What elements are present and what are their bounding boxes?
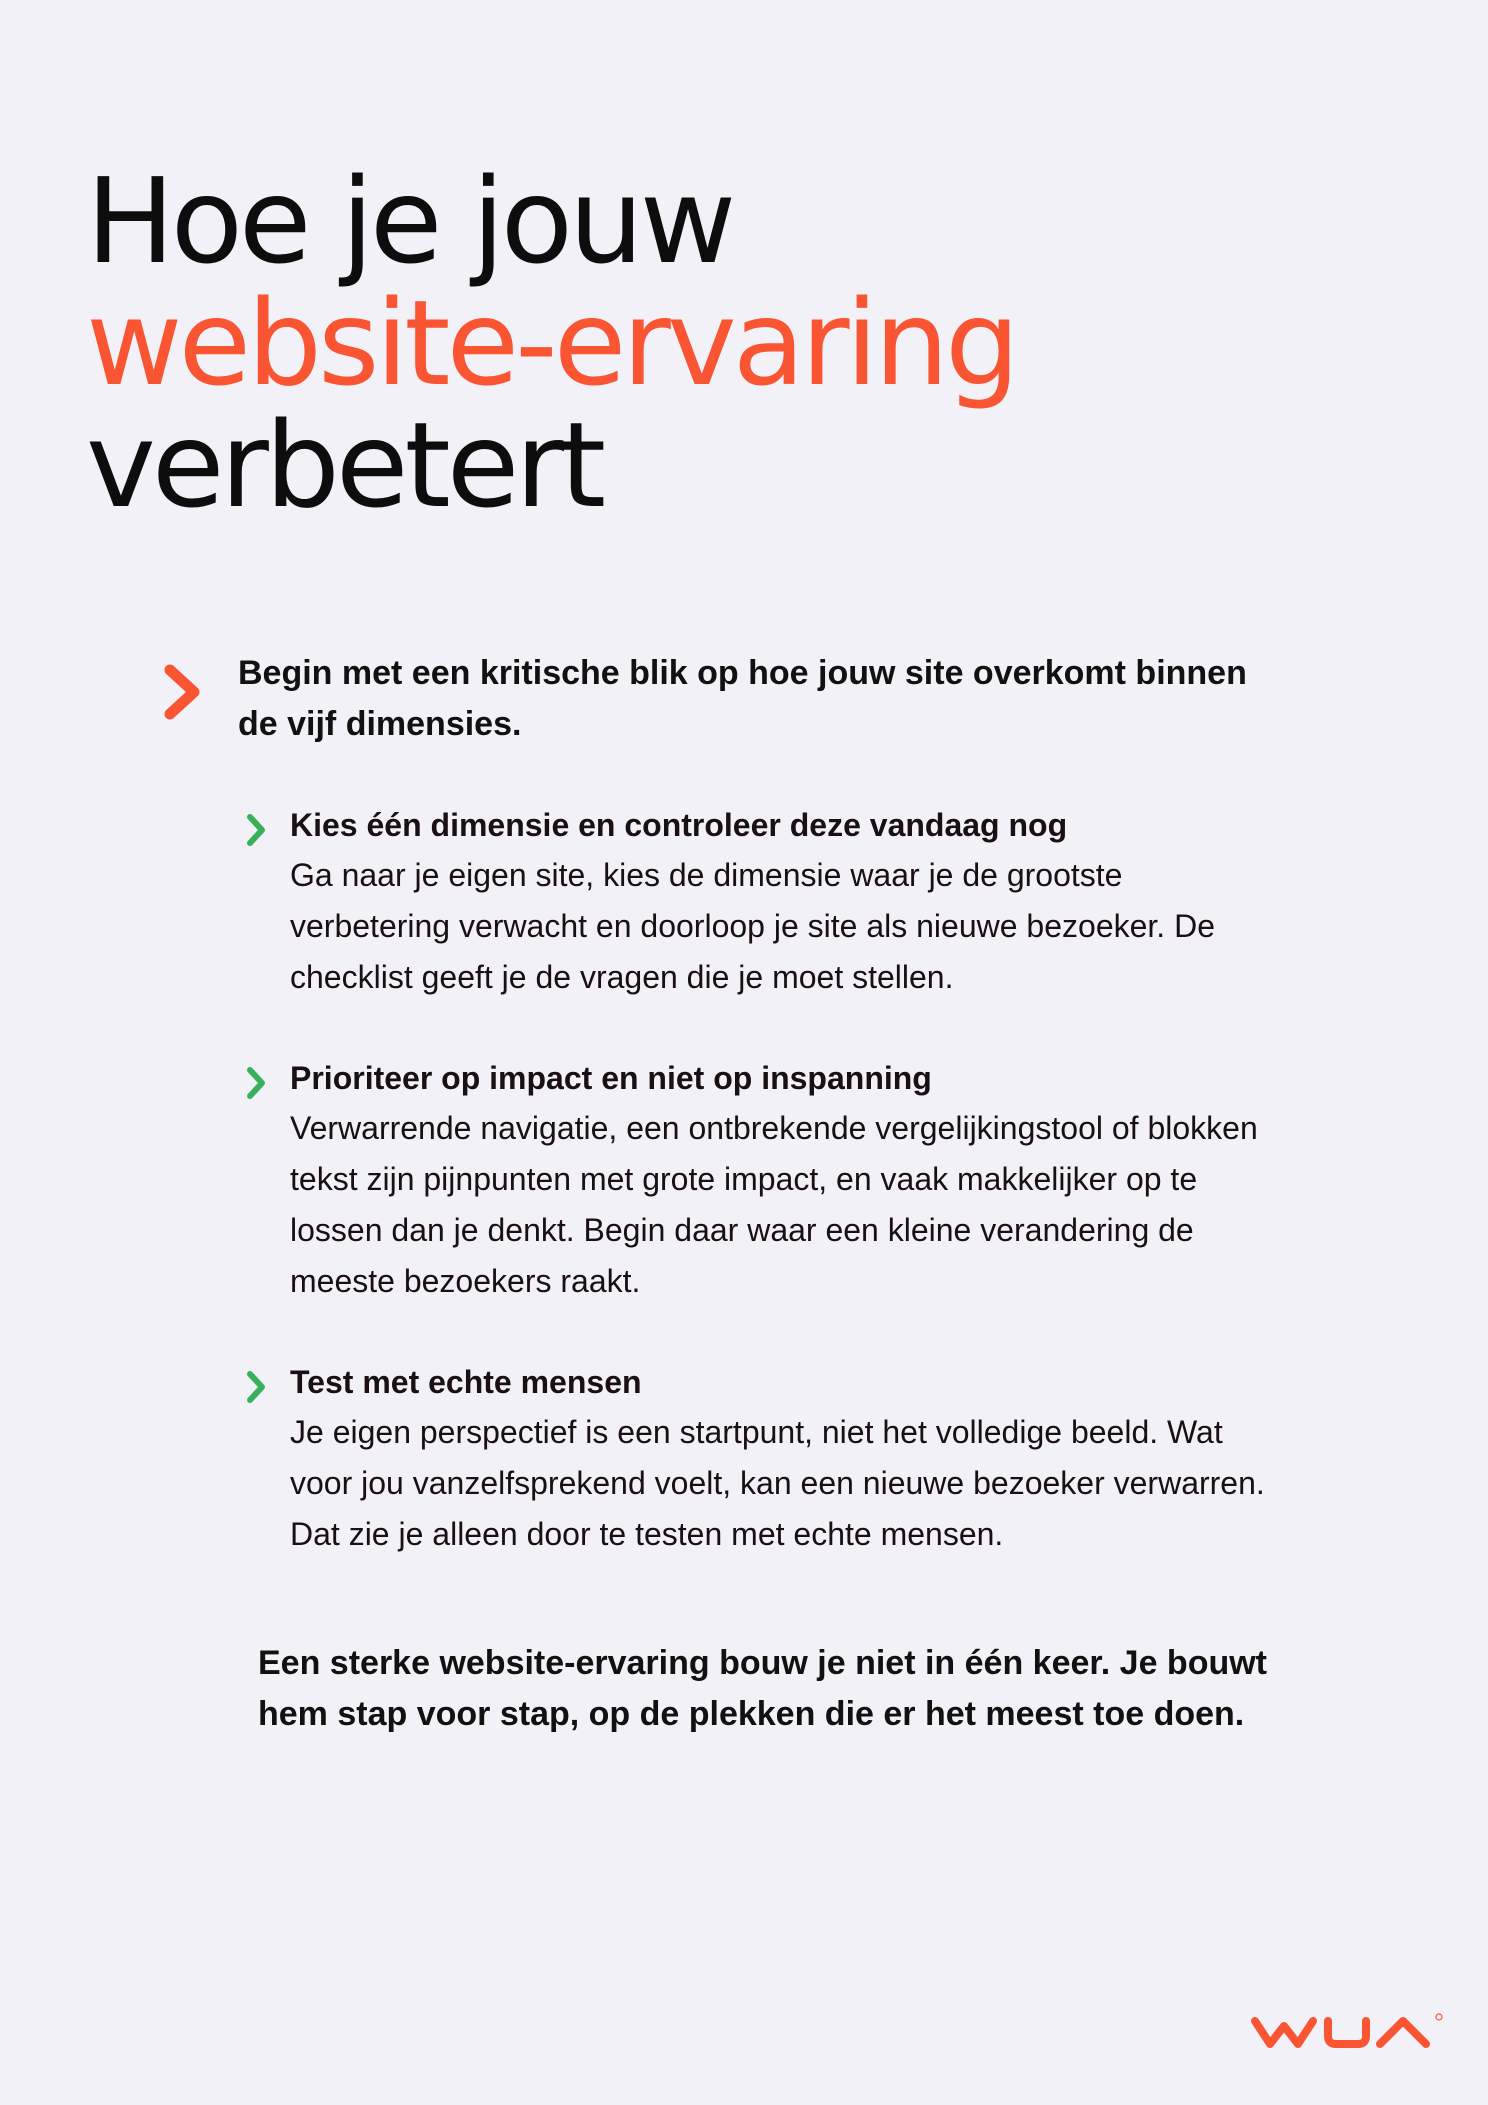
item-heading: Test met echte mensen — [290, 1364, 642, 1400]
wua-logo — [1250, 2012, 1446, 2052]
list-item — [244, 1357, 1284, 1560]
closing-statement: Een sterke website-ervaring bouw je niet in één keer. Je bouwt hem stap voor stap, op de plekken die er het meest toe doen. — [258, 1644, 1267, 1733]
page-title — [86, 152, 1016, 534]
title-line-2-highlight: website-ervaring — [86, 274, 1016, 412]
title-line-3: verbetert — [86, 396, 603, 534]
chevron-right-icon — [244, 1369, 268, 1405]
item-description: Verwarrende navigatie, een ontbrekende vergelijkingstool of blokken tekst zijn pijnpunten met grote impact, en vaak makkelijker op te lossen dan je denkt. Begin daar waar een kleine verandering de meeste bezoekers raakt. — [290, 1110, 1258, 1299]
item-description: Ga naar je eigen site, kies de dimensie waar je de grootste verbetering verwacht en doorloop je site als nieuwe bezoeker. De checklist geeft je de vragen die je moet stellen. — [290, 857, 1215, 995]
chevron-right-icon — [160, 660, 206, 724]
list-item — [244, 800, 1284, 1003]
intro-text: Begin met een kritische blik op hoe jouw site overkomt binnen de vijf dimensies. — [238, 654, 1247, 743]
item-heading: Kies één dimensie en controleer deze vandaag nog — [290, 807, 1068, 843]
intro-block — [160, 648, 1260, 750]
list-item — [244, 1053, 1284, 1307]
chevron-right-icon — [244, 812, 268, 848]
item-description: Je eigen perspectief is een startpunt, niet het volledige beeld. Wat voor jou vanzelfsprekend voelt, kan een nieuwe bezoeker verwarren. Dat zie je alleen door te testen met echte mensen. — [290, 1414, 1265, 1552]
item-heading: Prioriteer op impact en niet op inspanning — [290, 1060, 932, 1096]
chevron-right-icon — [244, 1065, 268, 1101]
tips-list — [244, 800, 1284, 1610]
title-line-1: Hoe je jouw — [86, 152, 733, 290]
